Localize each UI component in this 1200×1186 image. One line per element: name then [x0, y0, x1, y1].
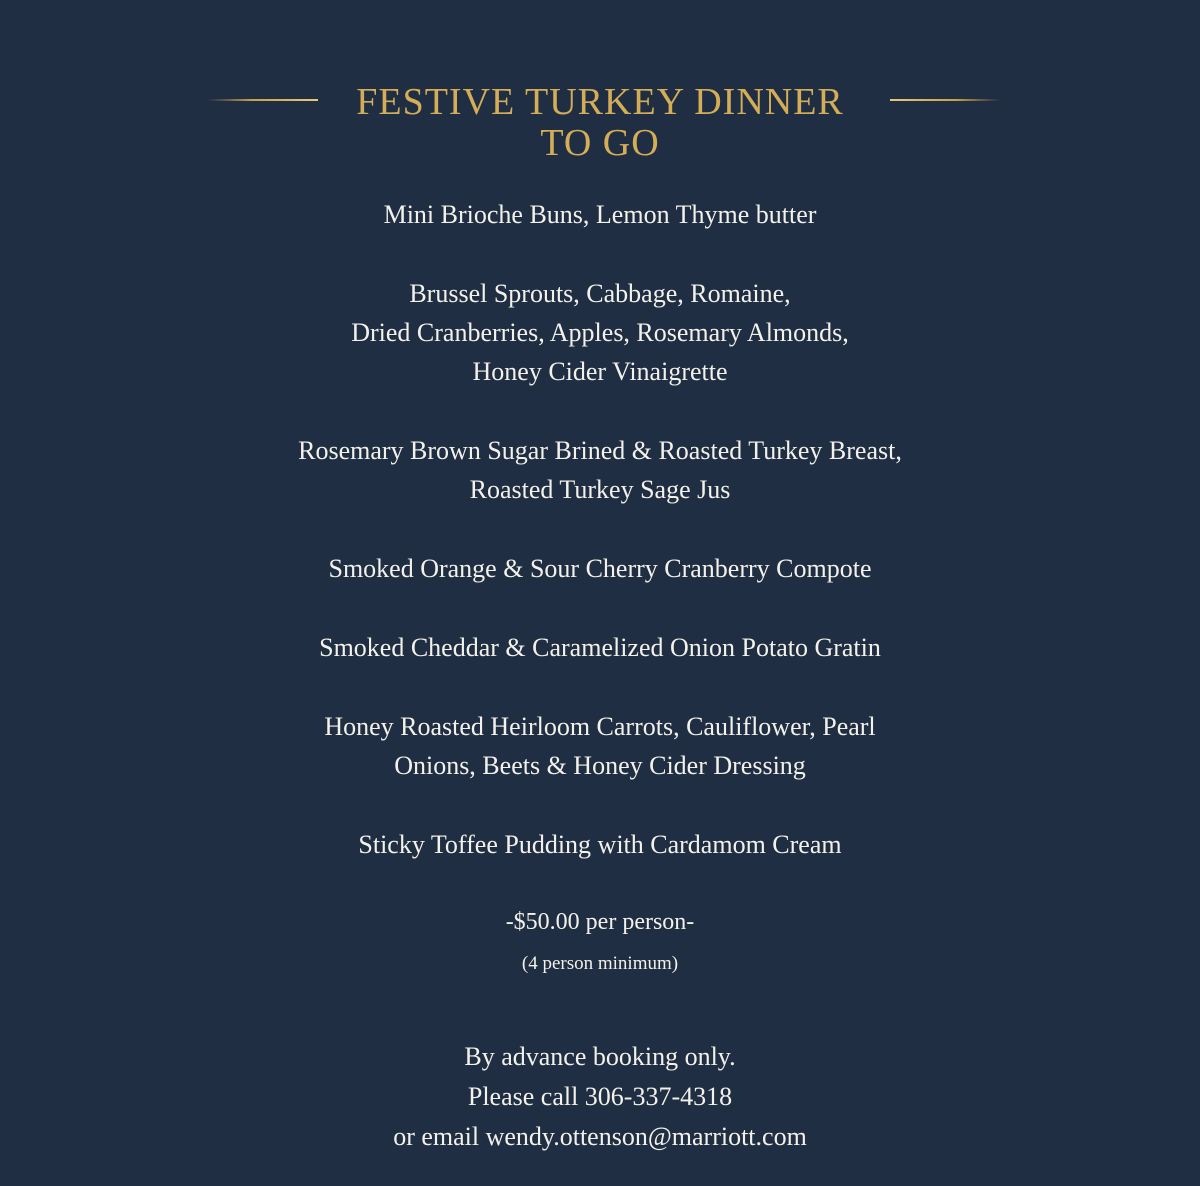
menu-course [0, 628, 1200, 667]
menu-course [0, 195, 1200, 234]
minimum-order-note: (4 person minimum) [521, 953, 679, 974]
menu-subtitle: TO GO [540, 122, 660, 164]
menu-course-line: Dried Cranberries, Apples, Rosemary Almonds, [351, 318, 849, 347]
menu-title: FESTIVE TURKEY DINNER [356, 81, 844, 123]
menu-course-line: Honey Cider Vinaigrette [472, 357, 728, 386]
menu-course-list [0, 195, 1200, 904]
menu-course-line: Honey Roasted Heirloom Carrots, Cauliflower, Pearl [324, 712, 876, 741]
menu-course-line: Brussel Sprouts, Cabbage, Romaine, [409, 279, 791, 308]
booking-contact [0, 1037, 1200, 1157]
price-per-person: -$50.00 per person- [505, 909, 695, 935]
menu-course [0, 431, 1200, 509]
menu-course [0, 274, 1200, 391]
booking-note: By advance booking only. [464, 1042, 736, 1071]
menu-course-line: Rosemary Brown Sugar Brined & Roasted Turkey Breast, [298, 436, 902, 465]
menu-course-line: Smoked Orange & Sour Cherry Cranberry Compote [328, 554, 872, 583]
menu-course [0, 549, 1200, 588]
phone-contact: Please call 306-337-4318 [467, 1082, 733, 1111]
menu-course [0, 707, 1200, 785]
menu-course-line: Sticky Toffee Pudding with Cardamom Cream [358, 830, 842, 859]
menu-course-line: Roasted Turkey Sage Jus [469, 475, 731, 504]
menu-course-line: Mini Brioche Buns, Lemon Thyme butter [383, 200, 817, 229]
menu-course-line: Onions, Beets & Honey Cider Dressing [394, 751, 806, 780]
email-contact: or email wendy.ottenson@marriott.com [393, 1122, 807, 1151]
menu-course [0, 825, 1200, 864]
menu-course-line: Smoked Cheddar & Caramelized Onion Potato Gratin [319, 633, 881, 662]
